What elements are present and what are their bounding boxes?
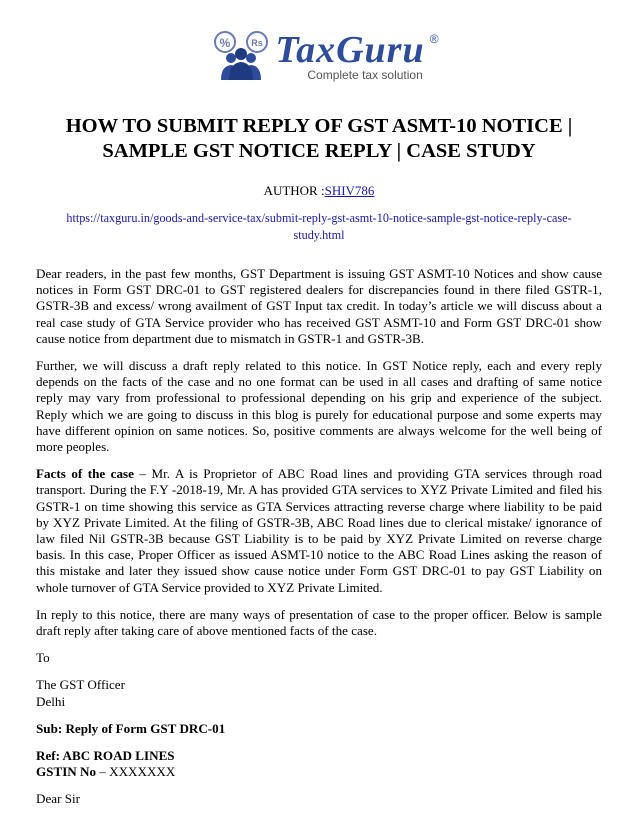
article-url[interactable]: https://taxguru.in/goods-and-service-tax/submit-reply-gst-asmt-10-notice-sample-gst-notice-reply-case-study.html bbox=[66, 211, 572, 242]
letter-city: Delhi bbox=[36, 693, 66, 709]
site-logo[interactable] bbox=[36, 0, 602, 86]
facts-label: Facts of the case bbox=[36, 466, 134, 482]
logo-tagline: Complete tax solution bbox=[307, 68, 423, 82]
paragraph-facts bbox=[36, 466, 602, 596]
svg-text:%: % bbox=[220, 36, 231, 50]
people-percent-rupee-icon bbox=[213, 30, 271, 80]
registered-mark: ® bbox=[429, 32, 439, 46]
gstin-value: – XXXXXXX bbox=[96, 764, 176, 780]
article-title: HOW TO SUBMIT REPLY OF GST ASMT-10 NOTICE | SAMPLE GST NOTICE REPLY | CASE STUDY bbox=[65, 115, 573, 162]
gstin-label: GSTIN No bbox=[36, 764, 97, 780]
letter-salutation: Dear Sir bbox=[36, 791, 80, 807]
logo-mark-text: Rs bbox=[251, 38, 264, 48]
logo-brand: TaxGuru bbox=[275, 29, 425, 71]
author-line bbox=[36, 183, 602, 199]
letter-address bbox=[36, 677, 602, 709]
letter-ref: Ref: ABC ROAD LINES bbox=[36, 748, 175, 764]
letter-subject bbox=[36, 721, 602, 737]
paragraph-intro: Dear readers, in the past few months, GST Department is issuing GST ASMT-10 Notices and show cause notices in Form GST DRC-01 to GST registered dealers for discrepancies found in there filed GSTR-1, GSTR-3B and excess/ wrong availment of GST Input tax credit. In today’s article we will discuss about a real case study of GTA Service provider who has received GST ASMT-10 and Form GST DRC-01 show cause notice from department due to mismatch in GSTR-1 and GSTR-3B. bbox=[36, 266, 602, 346]
letter-addressee: The GST Officer bbox=[36, 677, 125, 693]
letter-to: To bbox=[36, 650, 50, 666]
author-label: AUTHOR : bbox=[263, 183, 325, 198]
paragraph-further: Further, we will discuss a draft reply related to this notice. In GST Notice reply, each and every reply depends on the facts of the case and no one format can be used in all cases and drafting of same notice reply may vary from professional to professional depending on his grip and experience of the subject. Reply which we are going to discuss in this blog is purely for educational purpose and some experts may have different opinion on same notices. So, positive comments are always welcome for the well being of more peoples. bbox=[36, 358, 602, 455]
letter-reference bbox=[36, 748, 602, 780]
author-link[interactable]: SHIV786 bbox=[324, 183, 375, 198]
letter-subject-text: Sub: Reply of Form GST DRC-01 bbox=[36, 720, 226, 736]
facts-text: – Mr. A is Proprietor of ABC Road lines and providing GTA services through road transport. During the F.Y -2018-19, Mr. A has provided GTA services to XYZ Private Limited and filed his GSTR-1 on time showing this service as GTA Services attracting reverse charge where liability to be paid by XYZ Private Limited. At the filing of GSTR-3B, ABC Road lines due to clerical mistake/ ignorance of law filed Nil GSTR-3B because GST Liability is to be paid by XYZ Private Limited on reverse charge basis. In this case, Proper Officer as issued ASMT-10 notice to the ABC Road Lines asking the reason of this mistake and later they issued show cause notice under Form GST DRC-01 to pay GST Liability on whole turnover of GTA Service provided to XYZ Private Limited. bbox=[36, 466, 602, 595]
paragraph-reply: In reply to this notice, there are many ways of presentation of case to the proper officer. Below is sample draft reply after taking care of above mentioned facts of the case. bbox=[36, 606, 602, 639]
article-body bbox=[36, 266, 602, 808]
